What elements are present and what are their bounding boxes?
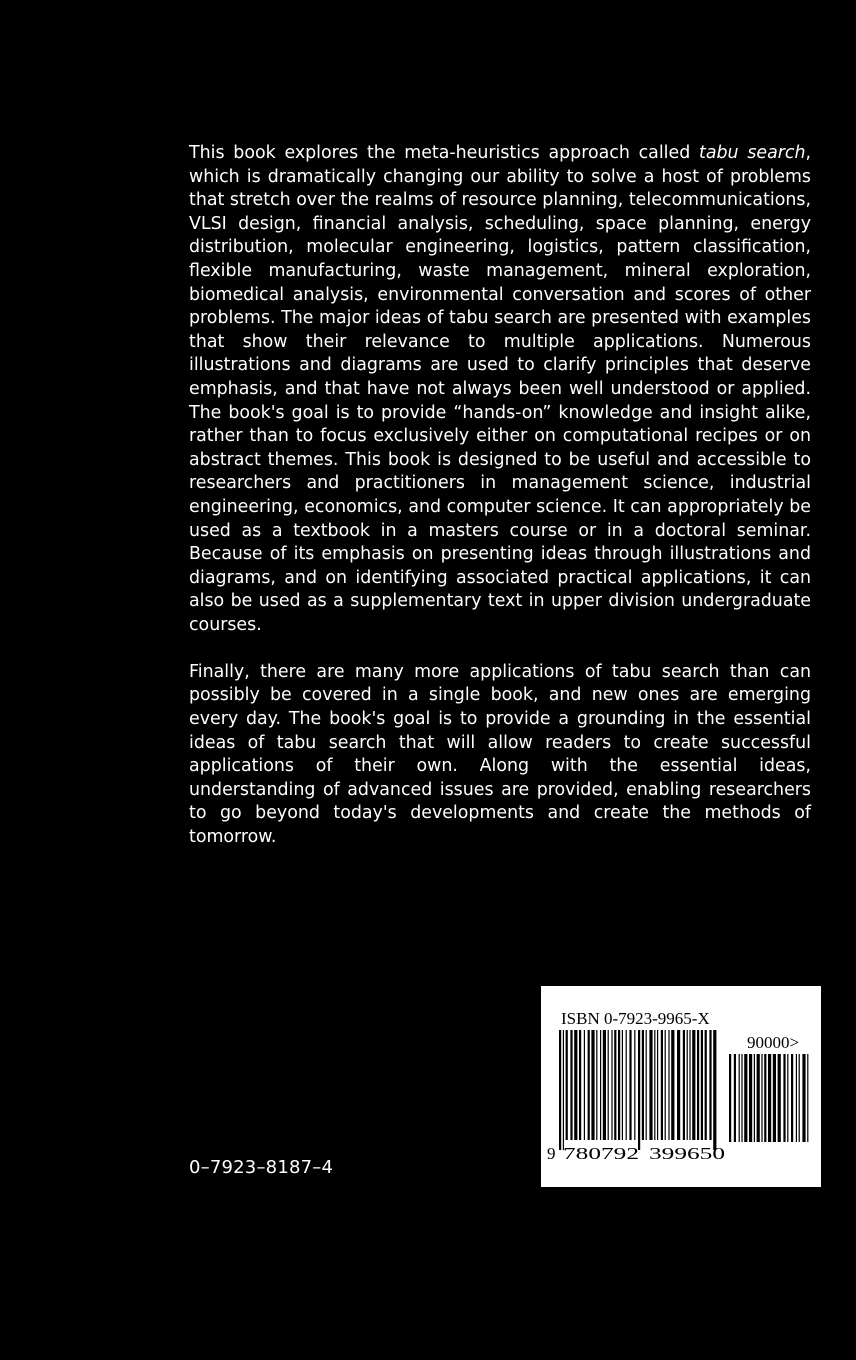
blurb-paragraph-1 [189,142,811,637]
barcode-bar [611,1030,612,1140]
addon-barcode-bars [729,1054,808,1142]
barcode-bar [787,1054,788,1142]
barcode-bar [671,1030,674,1140]
barcode-bar [761,1054,762,1142]
barcode-bar [618,1030,620,1140]
barcode-bar [709,1030,711,1140]
barcode-bar [622,1030,623,1140]
blurb-p1-start: This book explores the meta-heuristics approach called [189,143,700,163]
barcode-bar [677,1030,680,1140]
barcode-bar [559,1030,561,1150]
barcode-bar [713,1030,716,1150]
barcode-isbn-label: ISBN 0-7923-9965-X [561,1009,710,1028]
barcode-bar [741,1054,742,1142]
barcode-bar [657,1030,658,1140]
barcode-bar [683,1030,685,1140]
barcode-bar [600,1030,601,1140]
barcode-ean-lead-digit: 9 [547,1144,556,1163]
barcode-bar [692,1030,695,1140]
barcode-bar [734,1054,736,1142]
barcode-bar [749,1054,752,1142]
barcode-bar [807,1054,808,1142]
barcode-bar [588,1030,590,1140]
barcode-bar [668,1030,669,1140]
blurb [189,142,811,873]
barcode-bar [687,1030,688,1140]
barcode-bar [596,1030,597,1140]
barcode-bar [608,1030,609,1140]
barcode-bar [614,1030,616,1140]
barcode-bar [591,1030,594,1140]
barcode-bar [757,1054,760,1142]
ean-barcode-bars [559,1030,716,1150]
barcode-bar [626,1030,627,1140]
barcode-bar [783,1054,785,1142]
barcode-bar [754,1054,755,1142]
isbn-number: 0–7923–8187–4 [189,1157,334,1178]
barcode-bar [796,1054,797,1142]
blurb-p1-italic-term: tabu search [699,143,806,163]
barcode-bar [705,1030,707,1140]
barcode-price-code: 90000> [747,1033,800,1052]
barcode-bar [638,1030,640,1150]
barcode-bar [689,1030,690,1140]
barcode-bar [654,1030,655,1140]
barcode-bar [661,1030,663,1140]
blurb-p1-rest: , which is dramatically changing our ability to solve a host of problems that stretch over the realms of resource planning, telecommunications, VLSI design, financial analysis, scheduling, space planning, energy distribution, molecular engineering, logistics, pattern classification, flexible manufacturing, waste management, mineral exploration, biomedical analysis, environmental conversation and scores of other problems. The major ideas of tabu search are presented with examples that show their relevance to multiple applications. Numerous illustrations and diagrams are used to clarify principles that deserve emphasis, and that have not always been well understood or applied. The book's goal is to provide “hands-on” knowledge and insight alike, rather than to focus exclusively either on computational recipes or on abstract themes. This book is designed to be useful and accessible to researchers and practitioners in management science, industrial engineering, economics, and computer science. It can appropriately be used as a textbook in a masters course or in a doctoral seminar. Because of its emphasis on presenting ideas through illustrations and diagrams, and on identifying associated practical applications, it can also be used as a supplementary text in upper division undergraduate courses. [189,143,811,635]
barcode-bar [646,1030,647,1140]
barcode-bar [642,1030,644,1140]
barcode-ean-group-2: 399650 [649,1144,725,1163]
barcode-bar [584,1030,585,1140]
barcode-bar [629,1030,631,1140]
barcode-bar [739,1054,740,1142]
barcode-bar [799,1054,800,1142]
barcode-bar [563,1030,564,1150]
barcode-bar [744,1054,747,1142]
barcode-bar [566,1030,568,1140]
barcode-bar [603,1030,606,1140]
barcode-ean-group-1: 780792 [563,1144,639,1163]
barcode-bar [729,1054,731,1142]
barcode-bar [768,1054,771,1142]
barcode-bar [570,1030,572,1140]
barcode-bar [649,1030,652,1140]
barcode-graphic [541,986,821,1187]
barcode-bar [773,1054,776,1142]
barcode-bar [665,1030,666,1140]
blurb-paragraph-2: Finally, there are many more applications of tabu search than can possibly be covered in a single book, and new ones are emerging every day. The book's goal is to provide a grounding in the essential ideas of tabu search that will allow readers to create successful applications of their own. Along with the essential ideas, understanding of advanced issues are provided, enabling researchers to go beyond today's developments and create the methods of tomorrow. [189,661,811,848]
barcode-bar [579,1030,581,1140]
barcode-label [541,986,821,1187]
barcode-bar [701,1030,703,1140]
barcode-bar [574,1030,577,1140]
barcode-bar [697,1030,699,1140]
barcode-bar [778,1054,781,1142]
barcode-bar [802,1054,805,1142]
barcode-bar [634,1030,635,1140]
barcode-bar [791,1054,793,1142]
barcode-bar [764,1054,766,1142]
